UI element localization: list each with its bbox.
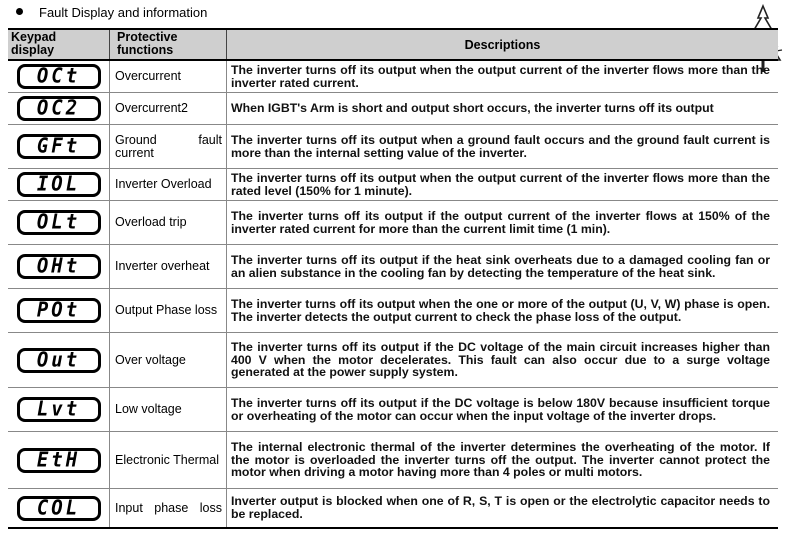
protective-header-line2: functions xyxy=(117,43,174,57)
protective-function: Overcurrent xyxy=(115,69,181,83)
protective-function: Ground fault current xyxy=(115,132,222,160)
keypad-header-line2: display xyxy=(11,43,55,57)
protective-function: Input phase loss xyxy=(115,500,222,515)
fault-code: OHt xyxy=(36,254,81,278)
table-row xyxy=(8,333,778,388)
keypad-display xyxy=(17,448,101,473)
description: The internal electronic thermal of the inverter determines the overheating of the motor. If the motor is overloaded the inverter turns off the output. The inverter cannot protect the motor when driving a motor having more than 4 poles or multi motors. xyxy=(231,439,770,480)
heading-text: Fault Display and information xyxy=(39,5,208,20)
description: The inverter turns off its output when the one or more of the output (U, V, W) phase is open. The inverter detects the output current to check the phase loss of the output. xyxy=(231,296,770,324)
description: The inverter turns off its output when a ground fault occurs and the ground fault current is more than the internal setting value of the inverter. xyxy=(231,132,770,160)
table-row xyxy=(8,61,778,93)
protective-header xyxy=(110,30,227,59)
protective-function: Electronic Thermal xyxy=(115,452,219,467)
protective-function: Over voltage xyxy=(115,352,186,367)
protective-function: Overcurrent2 xyxy=(115,101,188,115)
table-header xyxy=(8,28,778,61)
descriptions-header: Descriptions xyxy=(464,37,541,52)
description: The inverter turns off its output if the heat sink overheats due to a damaged cooling fan or an alien substance in the cooling fan by detecting the temperature of the heat sink. xyxy=(231,252,770,280)
table-row xyxy=(8,489,778,529)
fault-code: OLt xyxy=(36,210,81,234)
protective-function: Low voltage xyxy=(115,402,182,416)
table-row xyxy=(8,289,778,333)
protective-function: Overload trip xyxy=(115,215,187,229)
fault-code: OC2 xyxy=(36,96,81,120)
fault-code: COL xyxy=(36,495,81,520)
keypad-display xyxy=(17,64,101,89)
table-row xyxy=(8,432,778,489)
protective-function: Inverter Overload xyxy=(115,177,212,191)
table-row xyxy=(8,169,778,201)
protective-function: Output Phase loss xyxy=(115,303,218,317)
keypad-header xyxy=(8,30,110,59)
keypad-display xyxy=(17,348,101,373)
table-row xyxy=(8,125,778,169)
table-row xyxy=(8,388,778,432)
keypad-display xyxy=(17,496,101,521)
table-row xyxy=(8,201,778,245)
section-heading xyxy=(16,5,207,21)
description: The inverter turns off its output when the output current of the inverter flows more than the inverter rated current. xyxy=(231,62,770,90)
fault-code: Lvt xyxy=(36,397,81,421)
keypad-display xyxy=(17,172,101,197)
fault-code: IOL xyxy=(36,172,81,196)
fault-code: GFt xyxy=(36,134,81,158)
description: Inverter output is blocked when one of R, S, T is open or the electrolytic capacitor needs to be replaced. xyxy=(231,494,770,521)
protective-function: Inverter overheat xyxy=(115,259,210,273)
table-row xyxy=(8,93,778,125)
keypad-display xyxy=(17,210,101,235)
keypad-display xyxy=(17,134,101,159)
description: When IGBT's Arm is short and output short occurs, the inverter turns off its output xyxy=(231,101,714,116)
protective-header-line1: Protective xyxy=(117,30,178,44)
keypad-display xyxy=(17,298,101,323)
bullet-icon xyxy=(16,8,23,15)
description: The inverter turns off its output if the DC voltage of the main circuit increases higher than 400 V when the motor decelerates. This fault can also occur due to a surge voltage generated at the power supply system. xyxy=(231,339,770,380)
fault-code: POt xyxy=(36,298,81,322)
description: The inverter turns off its output if the DC voltage is below 180V because insufficient torque or overheating of the motor can occur when the input voltage of the inverter drops. xyxy=(231,395,770,423)
description: The inverter turns off its output if the output current of the inverter flows at 150% of the inverter rated current for more than the current limit time (1 min). xyxy=(231,208,770,236)
fault-code: Out xyxy=(36,347,81,372)
keypad-header-line1: Keypad xyxy=(11,30,57,44)
keypad-display xyxy=(17,254,101,279)
description: The inverter turns off its output when the output current of the inverter flows more than the rated level (150% for 1 minute). xyxy=(231,170,770,198)
fault-code: OCt xyxy=(36,64,81,88)
keypad-display xyxy=(17,96,101,121)
fault-code: EtH xyxy=(36,447,81,472)
keypad-display xyxy=(17,397,101,422)
table-row xyxy=(8,245,778,289)
fault-table xyxy=(8,28,778,529)
